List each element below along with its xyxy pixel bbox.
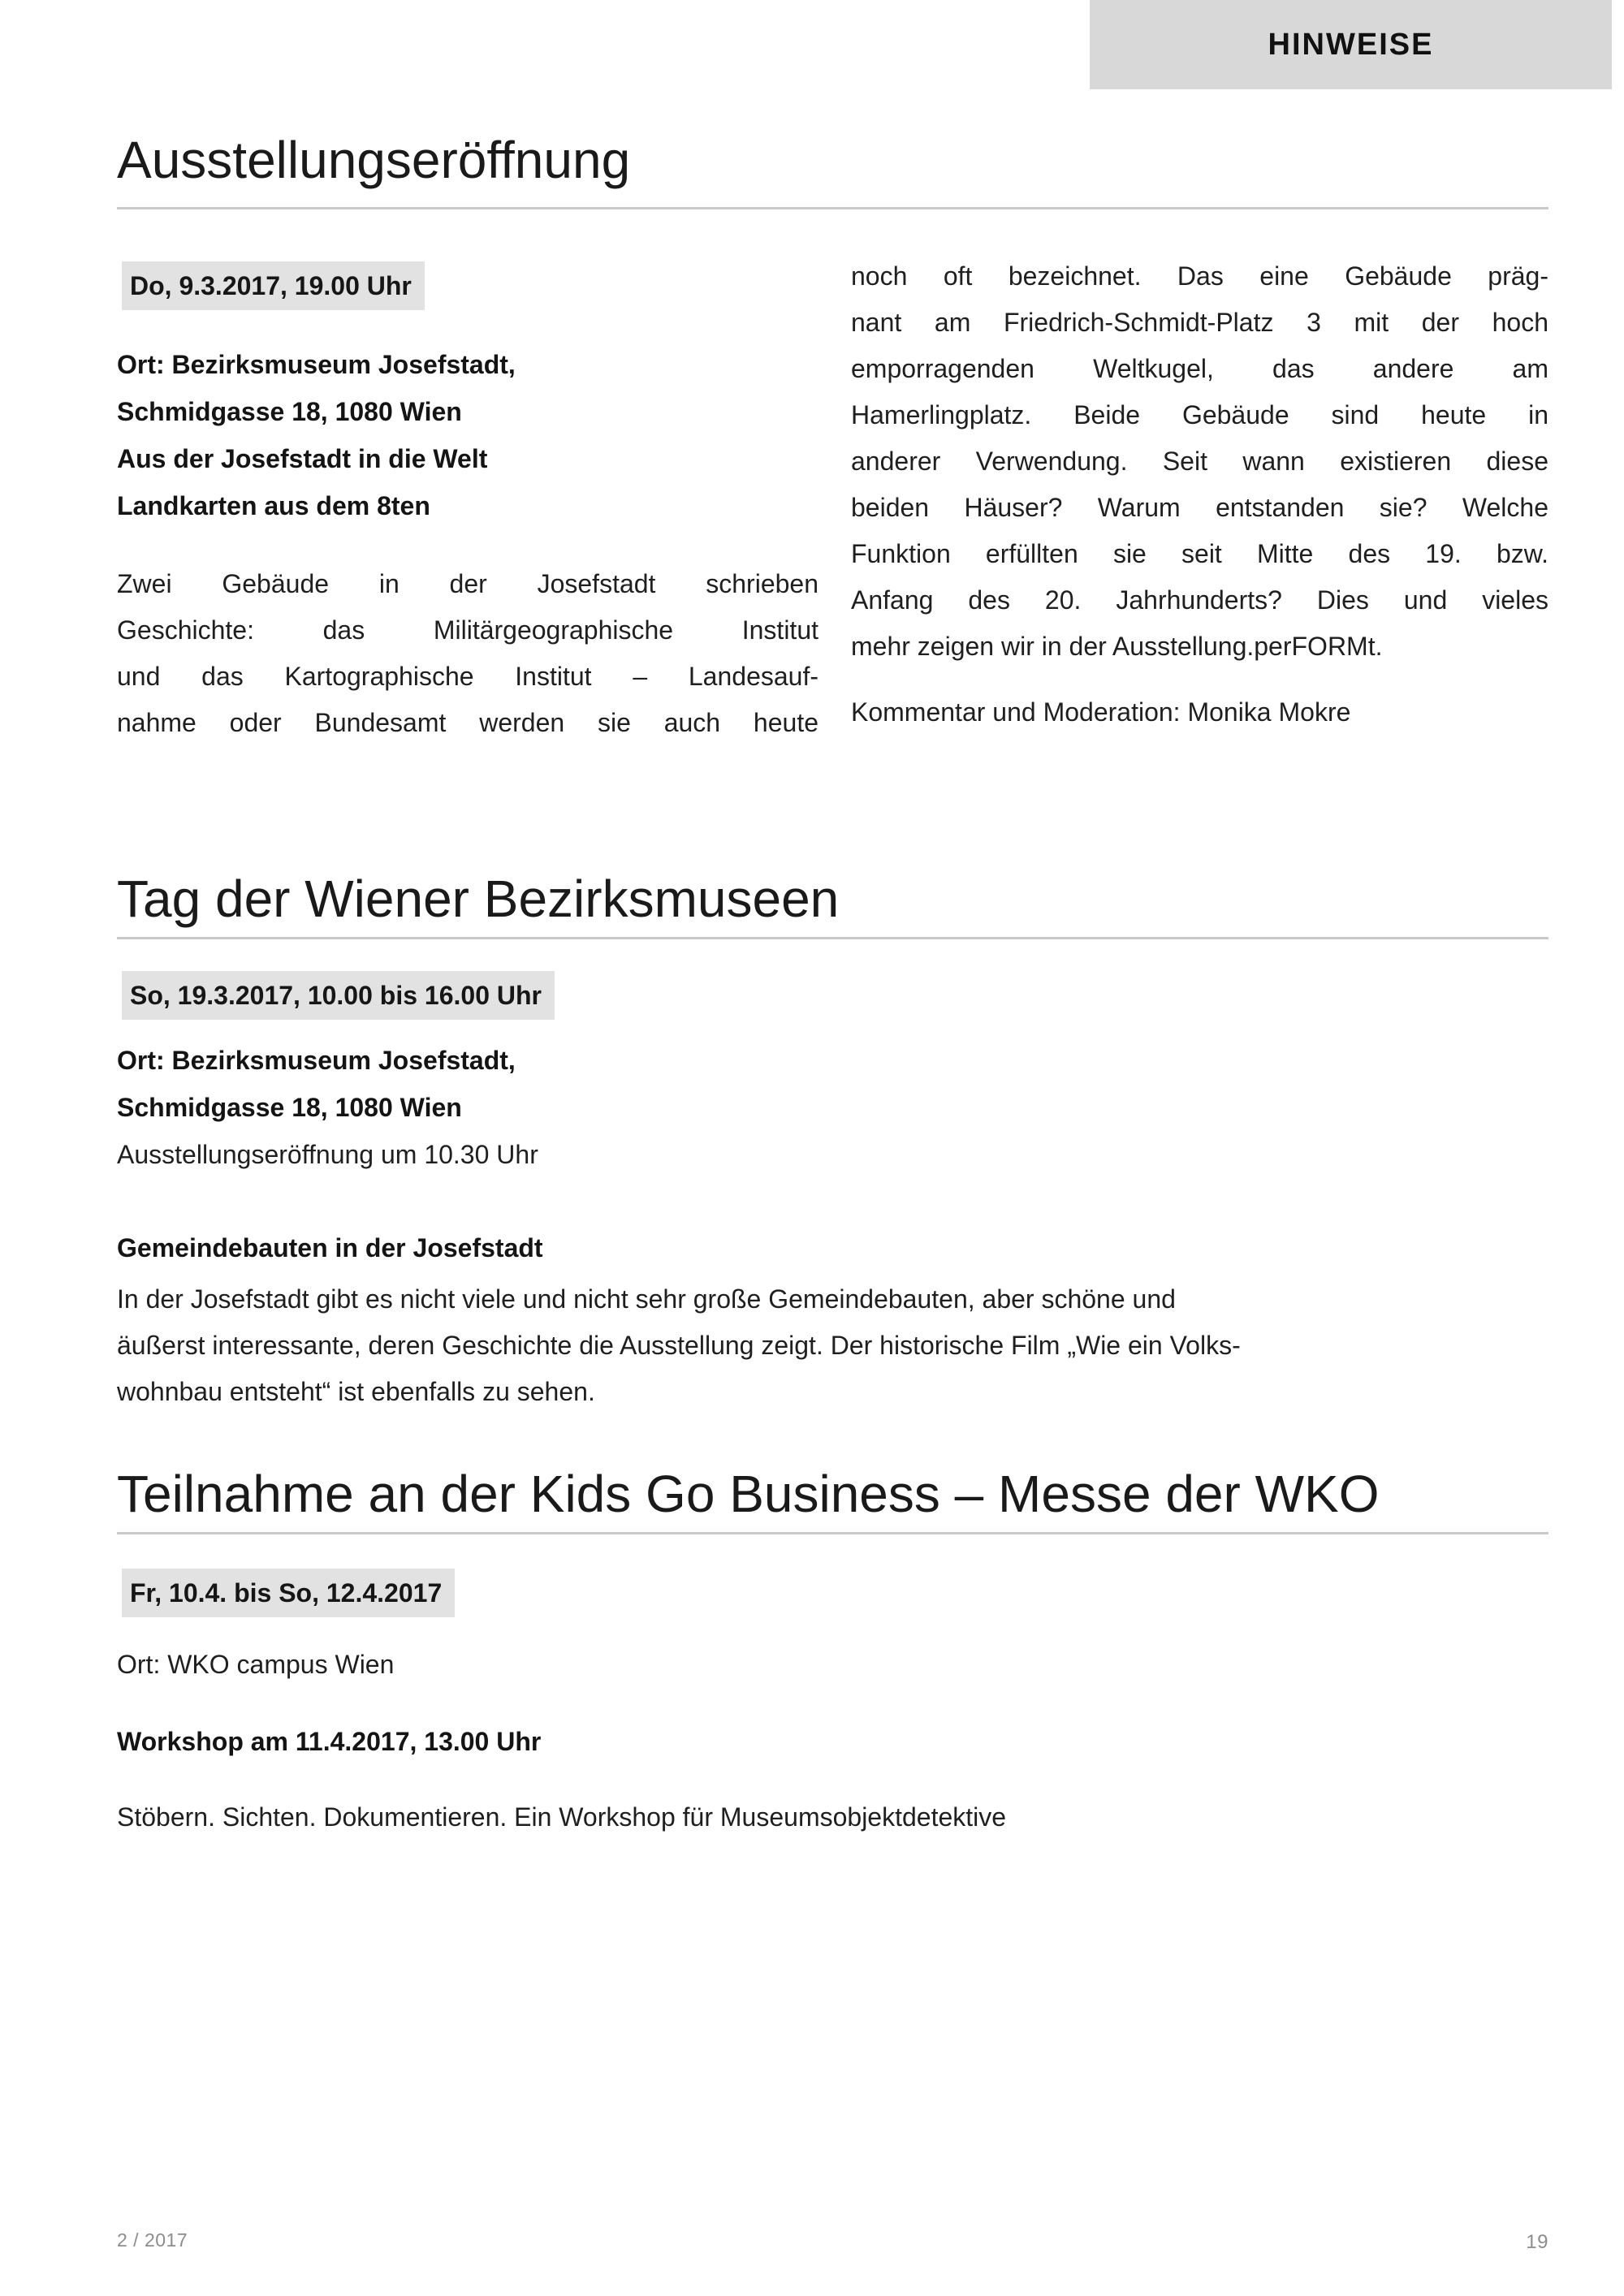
footer-page-number: 19: [1526, 2231, 1548, 2253]
article-line: anderer Verwendung. Seit wann existieren diese: [851, 447, 1548, 476]
section-1-venue-block: [117, 341, 818, 529]
article-line: Funktion erfüllten sie seit Mitte des 19. bzw.: [851, 539, 1548, 568]
article-line: Anfang des 20. Jahrhunderts? Dies und vieles: [851, 585, 1548, 615]
article-line: beiden Häuser? Warum entstanden sie? Welche: [851, 493, 1548, 522]
venue-line: Ort: Bezirksmuseum Josefstadt,: [117, 1046, 516, 1075]
section-3-workshop-line: Workshop am 11.4.2017, 13.00 Uhr: [117, 1727, 542, 1756]
article-line: emporragenden Weltkugel, das andere am: [851, 354, 1548, 383]
page-section-tab: [1090, 0, 1612, 89]
paragraph-line: In der Josefstadt gibt es nicht viele und nicht sehr große Gemeindebauten, aber schöne und: [117, 1284, 1176, 1314]
section-2-venue-block: [117, 1037, 1548, 1178]
article-line: nahme oder Bundesamt werden sie auch heute: [117, 708, 818, 737]
venue-line: Schmidgasse 18, 1080 Wien: [117, 397, 462, 426]
article-line: mehr zeigen wir in der Ausstellung.perFORMt.: [851, 632, 1383, 661]
footer-issue-label: 2 / 2017: [117, 2229, 188, 2251]
section-1-title: Ausstellungseröffnung: [117, 131, 631, 189]
section-1-moderation-line: Kommentar und Moderation: Monika Mokre: [851, 697, 1351, 727]
section-3-date-badge: Fr, 10.4. bis So, 12.4.2017: [122, 1569, 455, 1617]
article-line: Hamerlingplatz. Beide Gebäude sind heute in: [851, 400, 1548, 429]
section-1-date-badge: Do, 9.3.2017, 19.00 Uhr: [122, 261, 425, 310]
page-section-tab-label: HINWEISE: [1268, 27, 1434, 62]
venue-line: Landkarten aus dem 8ten: [117, 491, 430, 520]
section-2-paragraph: [117, 1276, 1548, 1415]
section-2-date-badge: So, 19.3.2017, 10.00 bis 16.00 Uhr: [122, 971, 555, 1020]
section-3-divider: [117, 1532, 1548, 1534]
section-2-title: Tag der Wiener Bezirksmuseen: [117, 870, 840, 928]
section-2-subheading: Gemeindebauten in der Josefstadt: [117, 1233, 543, 1262]
venue-line: Ort: Bezirksmuseum Josefstadt,: [117, 350, 516, 379]
article-line: Geschichte: das Militärgeographische Institut: [117, 615, 818, 645]
venue-line: Schmidgasse 18, 1080 Wien: [117, 1093, 462, 1122]
section-3-description: Stöbern. Sichten. Dokumentieren. Ein Workshop für Museumsobjektdetektive: [117, 1802, 1007, 1832]
section-1-article-right-column: [851, 253, 1548, 670]
paragraph-line: äußerst interessante, deren Geschichte die Ausstellung zeigt. Der historische Film „Wie ein Volks-: [117, 1331, 1241, 1360]
venue-line: Aus der Josefstadt in die Welt: [117, 444, 488, 473]
article-line: noch oft bezeichnet. Das eine Gebäude präg-: [851, 261, 1548, 291]
section-3-venue-line: Ort: WKO campus Wien: [117, 1650, 395, 1679]
venue-line: Ausstellungseröffnung um 10.30 Uhr: [117, 1140, 538, 1169]
section-1-divider: [117, 207, 1548, 209]
article-line: und das Kartographische Institut – Landesauf-: [117, 662, 818, 691]
section-1-article-left-column: [117, 561, 818, 746]
section-3-title: Teilnahme an der Kids Go Business – Messe der WKO: [117, 1465, 1380, 1523]
article-line: nant am Friedrich-Schmidt-Platz 3 mit der hoch: [851, 308, 1548, 337]
paragraph-line: wohnbau entsteht“ ist ebenfalls zu sehen.: [117, 1377, 595, 1406]
article-line: Zwei Gebäude in der Josefstadt schrieben: [117, 569, 818, 598]
section-2-divider: [117, 937, 1548, 939]
